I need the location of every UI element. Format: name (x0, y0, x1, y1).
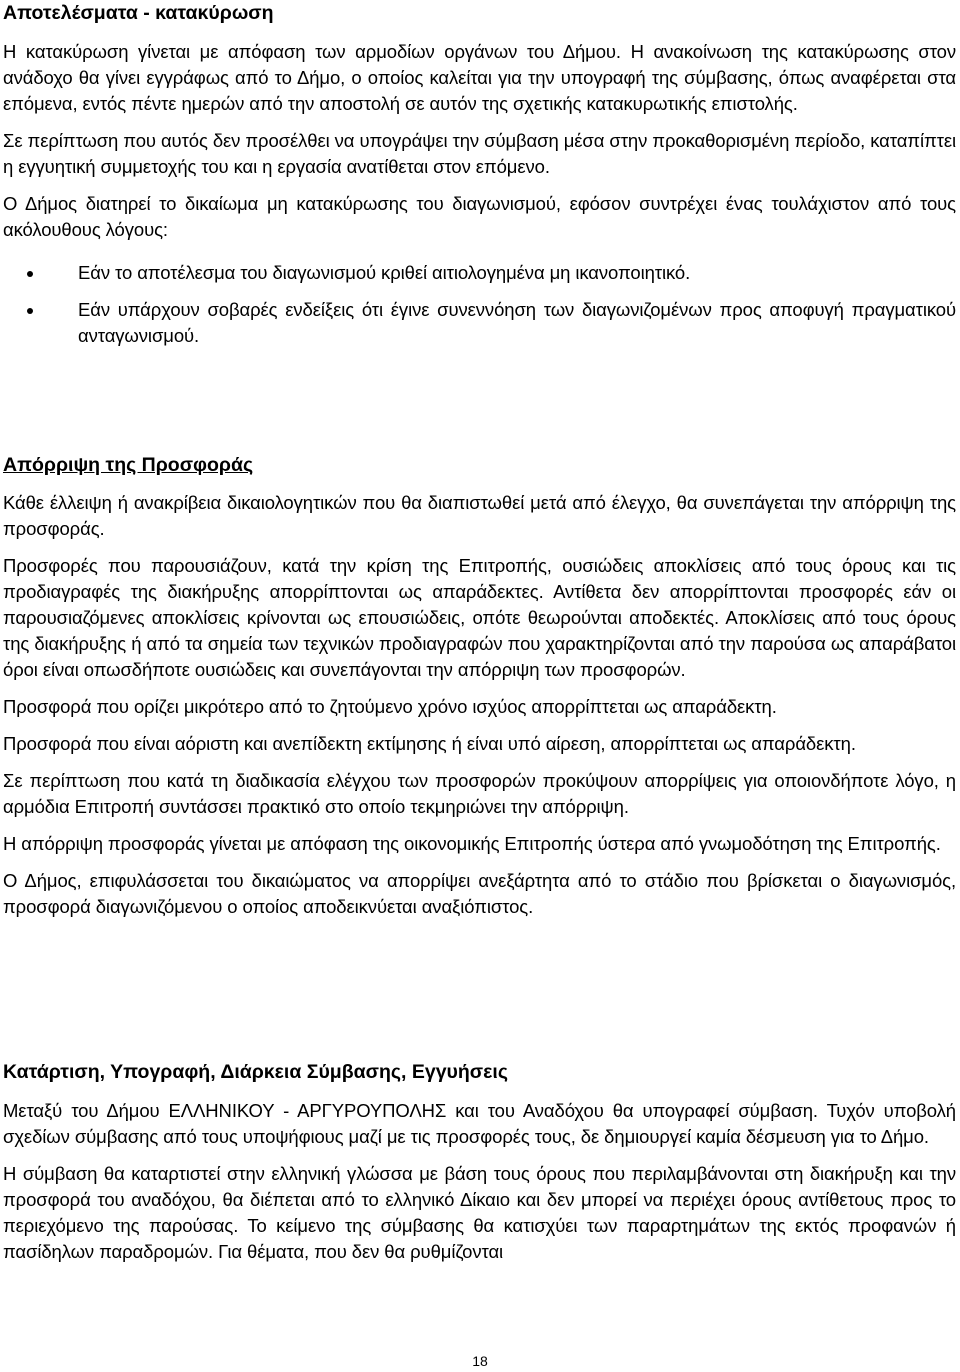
bullet-icon (27, 271, 33, 277)
paragraph: Κάθε έλλειψη ή ανακρίβεια δικαιολογητικών που θα διαπιστωθεί μετά από έλεγχο, θα συνεπάγεται την απόρριψη της προσφοράς. (3, 492, 956, 539)
paragraph: Σε περίπτωση που κατά τη διαδικασία ελέγχου των προσφορών προκύψουν απορρίψεις για οποιονδήποτε λόγο, η αρμόδια Επιτροπή συντάσσει πρακτικό στο οποίο τεκμηριώνει την απόρριψη. (3, 770, 956, 817)
page-number: 18 (472, 1353, 488, 1369)
list-item-text: Εάν το αποτέλεσμα του διαγωνισμού κριθεί αιτιολογημένα μη ικανοποιητικό. (78, 262, 691, 283)
paragraph: Μεταξύ του Δήμου ΕΛΛΗΝΙΚΟΥ - ΑΡΓΥΡΟΥΠΟΛΗΣ και του Αναδόχου θα υπογραφεί σύμβαση. Τυχόν υποβολή σχεδίων σύμβασης από τους υποψήφιους μαζί με τις προσφορές τους, δε δημιουργεί καμία δέσμευση για το Δήμο. (3, 1100, 956, 1147)
paragraph: Η σύμβαση θα καταρτιστεί στην ελληνική γλώσσα με βάση τους όρους που περιλαμβάνονται στη διακήρυξη και την προσφορά του αναδόχου, θα διέπεται από το ελληνικό Δίκαιο και δεν μπορεί να περιέχει όρους αντίθετους προς το περιεχόμενο της παρούσας. Το κείμενο της σύμβασης θα κατισχύει των παραρτημάτων της εκτός προφανών ή πασίδηλων παραδρομών. Για θέματα, που δεν θα ρυθμίζονται (3, 1163, 956, 1262)
bullet-list (3, 260, 956, 349)
paragraph: Η απόρριψη προσφοράς γίνεται με απόφαση της οικονομικής Επιτροπής ύστερα από γνωμοδότηση της Επιτροπής. (3, 833, 941, 854)
paragraph: Προσφορά που ορίζει μικρότερο από το ζητούμενο χρόνο ισχύος απορρίπτεται ως απαράδεκτη. (3, 696, 777, 717)
paragraph: Προσφορές που παρουσιάζουν, κατά την κρίση της Επιτροπής, ουσιώδεις αποκλίσεις από τους όρους και τις προδιαγραφές της διακήρυξης απορρίπτονται ως απαράδεκτες. Αντίθετα δεν απορρίπτονται προσφορές εάν οι παρουσιαζόμενες αποκλίσεις κρίνονται ως επουσιώδεις, οπότε θεωρούνται αποδεκτές. Αποκλίσεις από τους όρους της διακήρυξης ή από τα σημεία των τεχνικών προδιαγραφών που χαρακτηρίζονται από την παρούσα ως απαράβατοι όροι είναι οπωσδήποτε ουσιώδεις και συνεπάγονται την απόρριψη των προσφορών. (3, 555, 956, 680)
section-heading-results: Αποτελέσματα - κατακύρωση (3, 2, 274, 24)
bullet-icon (27, 308, 33, 314)
paragraph: Προσφορά που είναι αόριστη και ανεπίδεκτη εκτίμησης ή είναι υπό αίρεση, απορρίπτεται ως απαράδεκτη. (3, 733, 856, 754)
paragraph: Ο Δήμος, επιφυλάσσεται του δικαιώματος να απορρίψει ανεξάρτητα από το στάδιο που βρίσκεται ο διαγωνισμός, προσφορά διαγωνιζόμενου ο οποίος αποδεικνύεται αναξιόπιστος. (3, 870, 956, 917)
list-item (3, 297, 956, 349)
section-heading-contract: Κατάρτιση, Υπογραφή, Διάρκεια Σύμβασης, Εγγυήσεις (3, 1061, 508, 1083)
paragraph: Σε περίπτωση που αυτός δεν προσέλθει να υπογράψει την σύμβαση μέσα στην προκαθορισμένη περίοδο, καταπίπτει η εγγυητική συμμετοχής του και η εργασία ανατίθεται στον επόμενο. (3, 130, 956, 177)
section-heading-rejection: Απόρριψη της Προσφοράς (3, 454, 254, 476)
paragraph: Ο Δήμος διατηρεί το δικαίωμα μη κατακύρωσης του διαγωνισμού, εφόσον συντρέχει ένας τουλάχιστον από τους ακόλουθους λόγους: (3, 193, 956, 240)
list-item-text: Εάν υπάρχουν σοβαρές ενδείξεις ότι έγινε συνεννόηση των διαγωνιζομένων προς αποφυγή πραγματικού ανταγωνισμού. (78, 299, 956, 346)
list-item (3, 260, 956, 286)
paragraph: Η κατακύρωση γίνεται με απόφαση των αρμοδίων οργάνων του Δήμου. Η ανακοίνωση της κατακύρωσης στον ανάδοχο θα γίνει εγγράφως από το Δήμο, ο οποίος καλείται για την υπογραφή της σύμβασης, όπως αναφέρεται στα επόμενα, εντός πέντε ημερών από την αποστολή σε αυτόν της σχετικής κατακυρωτικής επιστολής. (3, 41, 956, 114)
